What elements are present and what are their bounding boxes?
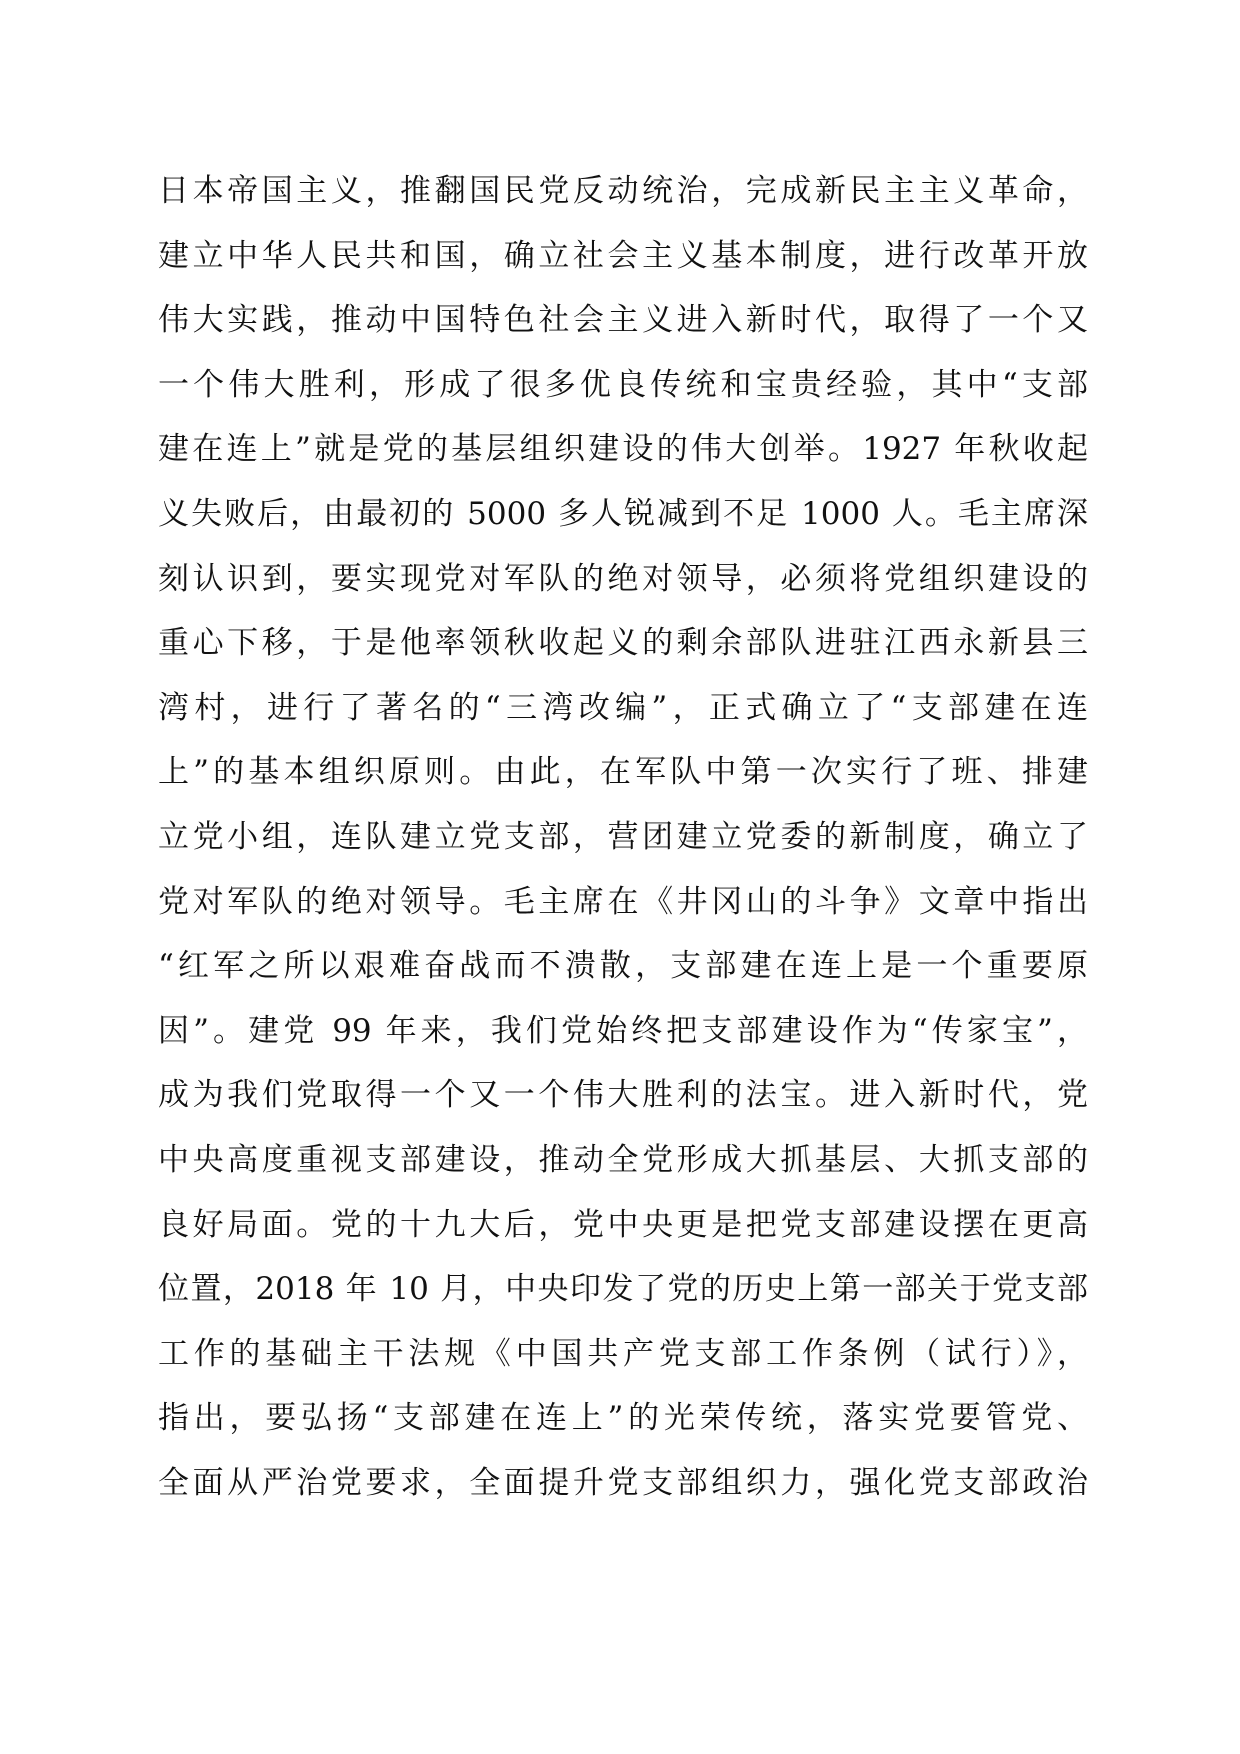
text-line: “红军之所以艰难奋战而不溃散，支部建在连上是一个重要原: [158, 948, 1088, 985]
text-line: 立党小组，连队建立党支部，营团建立党委的新制度，确立了: [158, 818, 1088, 855]
text-line: 建在连上”就是党的基层组织建设的伟大创举。1927 年秋收起: [158, 431, 1088, 468]
text-line: 良好局面。党的十九大后，党中央更是把党支部建设摆在更高: [158, 1206, 1088, 1243]
text-line: 中央高度重视支部建设，推动全党形成大抓基层、大抓支部的: [158, 1141, 1088, 1178]
text-line: 刻认识到，要实现党对军队的绝对领导，必须将党组织建设的: [158, 560, 1088, 597]
text-line: 湾村，进行了著名的“三湾改编”，正式确立了“支部建在连: [158, 689, 1088, 726]
text-line: 因”。建党 99 年来，我们党始终把支部建设作为“传家宝”，: [158, 1012, 1088, 1049]
text-line: 成为我们党取得一个又一个伟大胜利的法宝。进入新时代，党: [158, 1077, 1088, 1114]
text-line: 伟大实践，推动中国特色社会主义进入新时代，取得了一个又: [158, 302, 1088, 339]
text-line: 重心下移，于是他率领秋收起义的剩余部队进驻江西永新县三: [158, 625, 1088, 662]
text-line: 全面从严治党要求，全面提升党支部组织力，强化党支部政治: [158, 1464, 1088, 1501]
text-line: 指出，要弘扬“支部建在连上”的光荣传统，落实党要管党、: [158, 1400, 1088, 1437]
text-line: 日本帝国主义，推翻国民党反动统治，完成新民主主义革命，: [158, 173, 1088, 209]
text-line: 工作的基础主干法规《中国共产党支部工作条例（试行）》，: [158, 1335, 1088, 1372]
text-line: 上”的基本组织原则。由此，在军队中第一次实行了班、排建: [158, 754, 1088, 791]
text-line: 一个伟大胜利，形成了很多优良传统和宝贵经验，其中“支部: [158, 366, 1088, 403]
text-line: 建立中华人民共和国，确立社会主义基本制度，进行改革开放: [158, 237, 1088, 274]
text-line: 党对军队的绝对领导。毛主席在《井冈山的斗争》文章中指出: [158, 883, 1088, 920]
text-line: 义失败后，由最初的 5000 多人锐减到不足 1000 人。毛主席深: [158, 495, 1088, 532]
body-text: [158, 159, 1088, 1515]
text-line: 位置，2018 年 10 月，中央印发了党的历史上第一部关于党支部: [158, 1271, 1088, 1308]
